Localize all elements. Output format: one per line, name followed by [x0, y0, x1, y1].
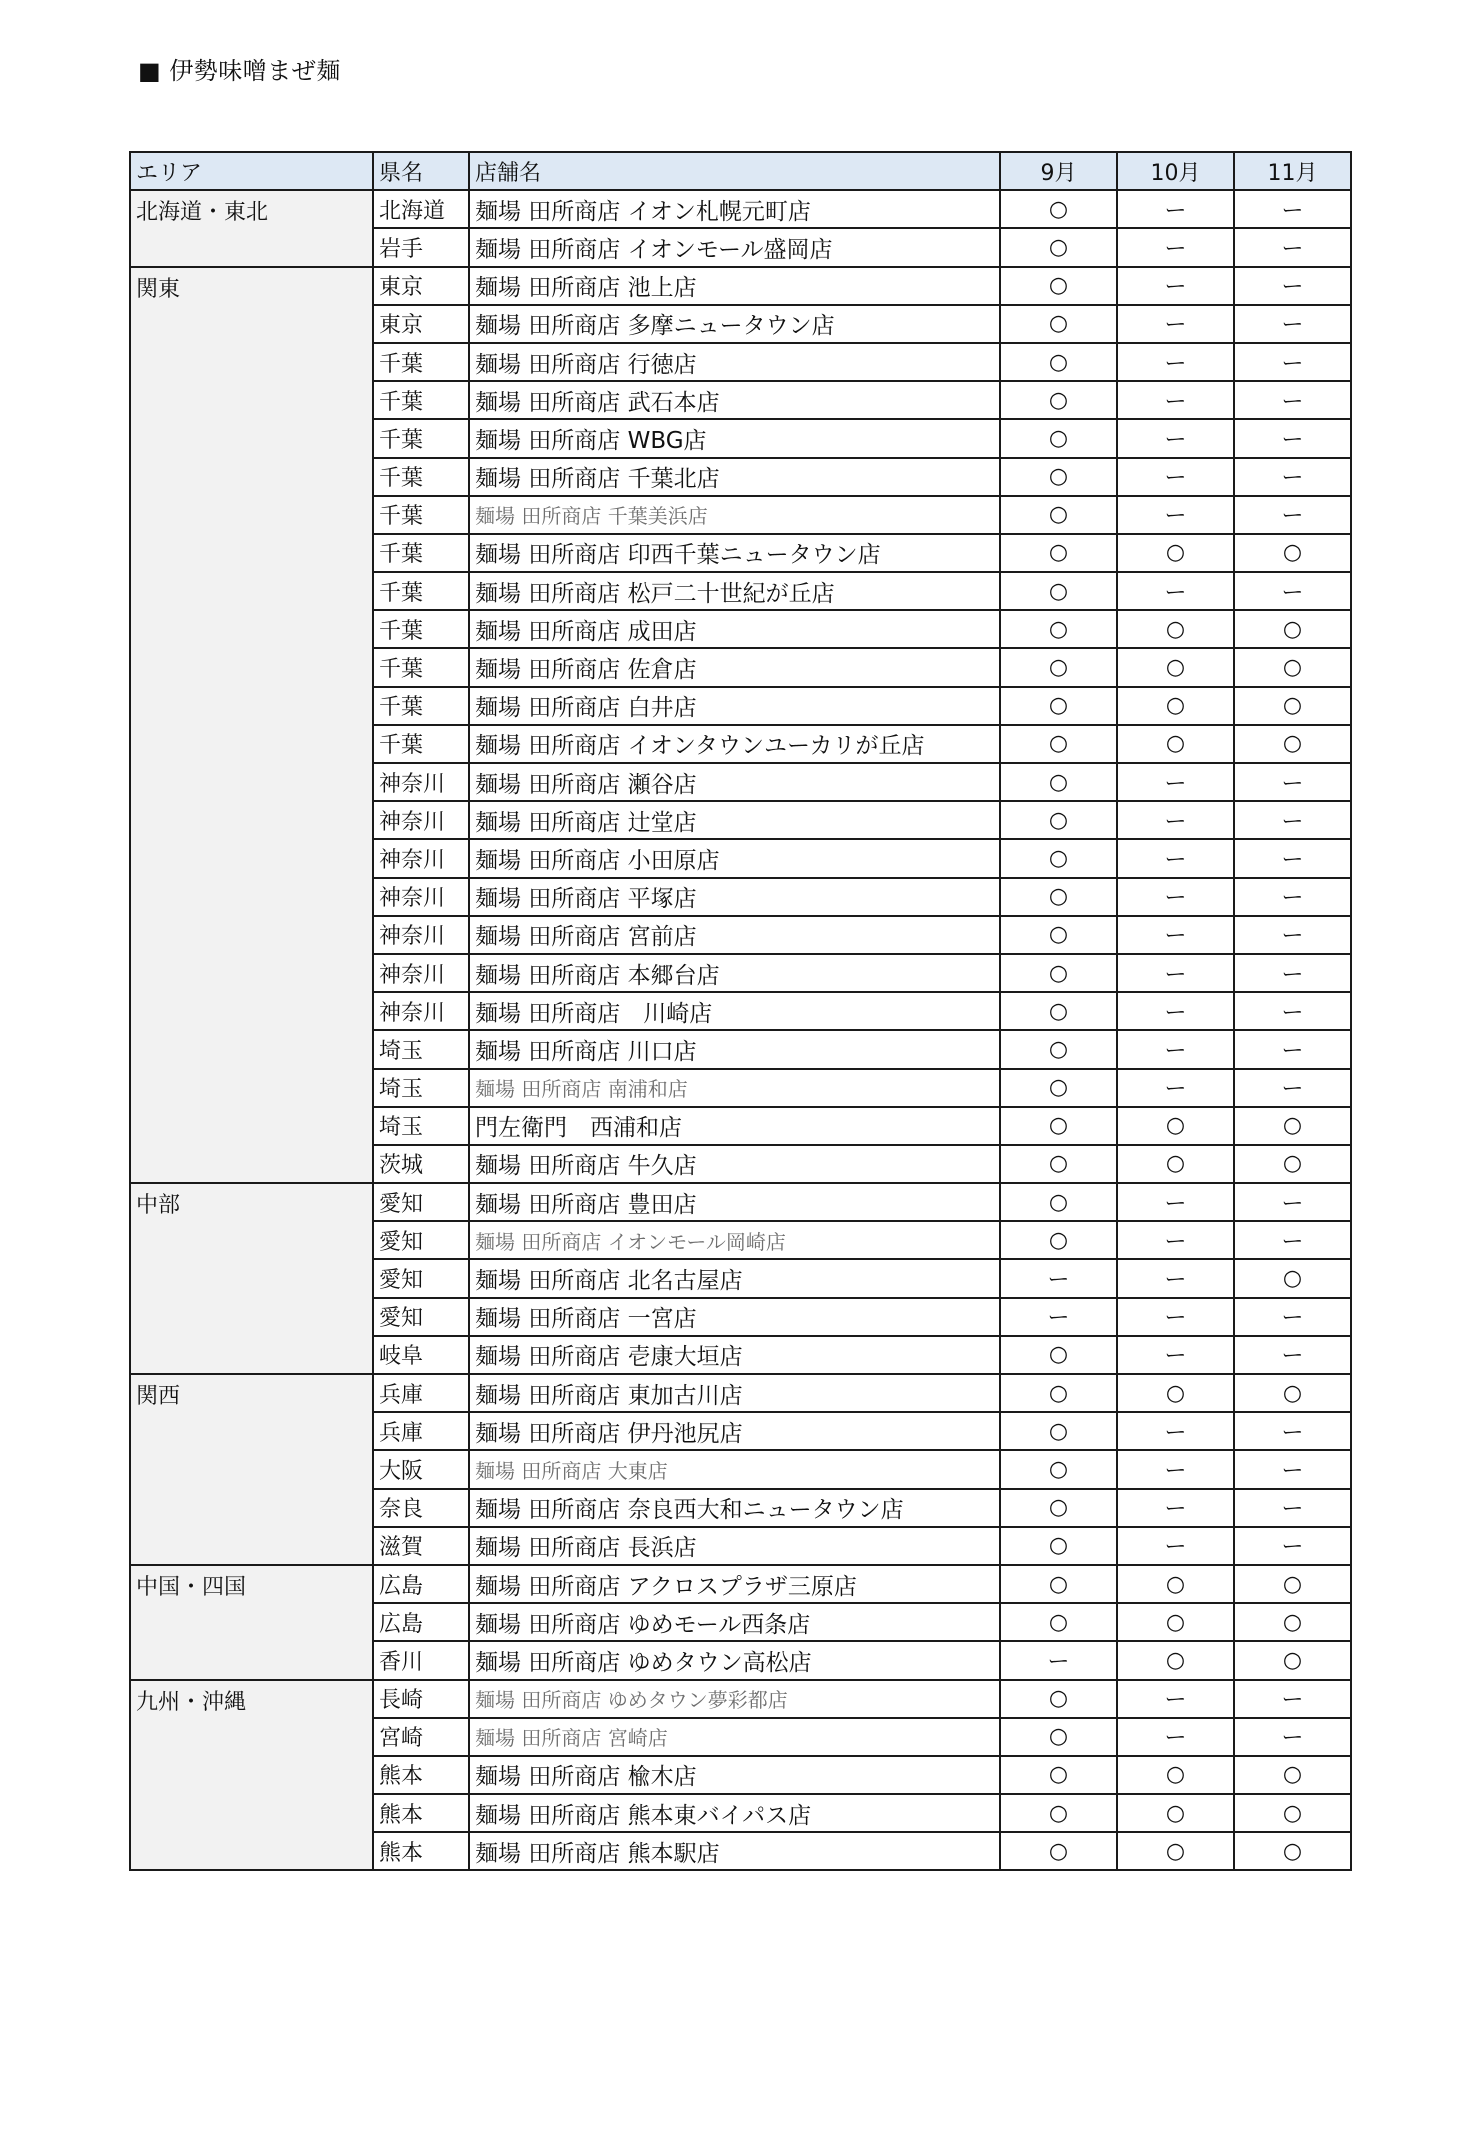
header-store: 店舗名: [469, 152, 1000, 190]
availability-sep-cell: ○: [1000, 763, 1117, 801]
availability-oct-cell: ー: [1117, 228, 1234, 266]
availability-sep-cell: ー: [1000, 1298, 1117, 1336]
prefecture-cell: 千葉: [373, 381, 469, 419]
availability-oct-cell: ー: [1117, 305, 1234, 343]
availability-nov-cell: ー: [1234, 1450, 1351, 1488]
availability-oct-cell: ー: [1117, 1221, 1234, 1259]
availability-sep-cell: ○: [1000, 1145, 1117, 1183]
prefecture-cell: 滋賀: [373, 1527, 469, 1565]
header-month-oct: 10月: [1117, 152, 1234, 190]
store-name-cell: 麺場 田所商店 千葉北店: [469, 458, 1000, 496]
store-name-cell: 麺場 田所商店 宮崎店: [469, 1718, 1000, 1756]
store-name-cell: 麺場 田所商店 奈良西大和ニュータウン店: [469, 1489, 1000, 1527]
availability-sep-cell: ○: [1000, 1718, 1117, 1756]
prefecture-cell: 千葉: [373, 648, 469, 686]
store-name-cell: 麺場 田所商店 楡木店: [469, 1756, 1000, 1794]
availability-oct-cell: ○: [1117, 1565, 1234, 1603]
availability-oct-cell: ○: [1117, 534, 1234, 572]
prefecture-cell: 宮崎: [373, 1718, 469, 1756]
availability-oct-cell: ー: [1117, 458, 1234, 496]
availability-nov-cell: ー: [1234, 1718, 1351, 1756]
availability-sep-cell: ○: [1000, 1603, 1117, 1641]
table-body: [130, 190, 1351, 1870]
availability-sep-cell: ー: [1000, 1259, 1117, 1297]
store-name-cell: 麺場 田所商店 南浦和店: [469, 1069, 1000, 1107]
page-title: ■ 伊勢味噌まぜ麺: [138, 57, 341, 85]
availability-oct-cell: ○: [1117, 1832, 1234, 1870]
availability-nov-cell: ー: [1234, 1680, 1351, 1718]
area-cell: 北海道・東北: [130, 190, 373, 266]
prefecture-cell: 神奈川: [373, 763, 469, 801]
store-name-cell: 麺場 田所商店 壱康大垣店: [469, 1336, 1000, 1374]
availability-oct-cell: ー: [1117, 419, 1234, 457]
prefecture-cell: 神奈川: [373, 954, 469, 992]
availability-oct-cell: ー: [1117, 839, 1234, 877]
store-name-cell: 麺場 田所商店 ゆめタウン夢彩都店: [469, 1680, 1000, 1718]
prefecture-cell: 兵庫: [373, 1374, 469, 1412]
availability-sep-cell: ○: [1000, 305, 1117, 343]
availability-sep-cell: ○: [1000, 1565, 1117, 1603]
availability-oct-cell: ー: [1117, 1298, 1234, 1336]
store-name-cell: 麺場 田所商店 熊本駅店: [469, 1832, 1000, 1870]
store-name-cell: 麺場 田所商店 北名古屋店: [469, 1259, 1000, 1297]
table-row: [130, 1680, 1351, 1718]
availability-oct-cell: ー: [1117, 381, 1234, 419]
store-name-cell: 門左衛門 西浦和店: [469, 1107, 1000, 1145]
availability-oct-cell: ○: [1117, 1641, 1234, 1679]
store-name-cell: 麺場 田所商店 イオン札幌元町店: [469, 190, 1000, 228]
store-name-cell: 麺場 田所商店 多摩ニュータウン店: [469, 305, 1000, 343]
availability-sep-cell: ○: [1000, 725, 1117, 763]
availability-nov-cell: ー: [1234, 992, 1351, 1030]
availability-sep-cell: ○: [1000, 916, 1117, 954]
availability-oct-cell: ー: [1117, 954, 1234, 992]
store-name-cell: 麺場 田所商店 佐倉店: [469, 648, 1000, 686]
availability-sep-cell: ○: [1000, 839, 1117, 877]
availability-sep-cell: ○: [1000, 610, 1117, 648]
header-month-nov: 11月: [1234, 152, 1351, 190]
store-name-cell: 麺場 田所商店 千葉美浜店: [469, 496, 1000, 534]
prefecture-cell: 東京: [373, 267, 469, 305]
prefecture-cell: 神奈川: [373, 801, 469, 839]
availability-nov-cell: ○: [1234, 534, 1351, 572]
availability-nov-cell: ○: [1234, 1832, 1351, 1870]
prefecture-cell: 北海道: [373, 190, 469, 228]
availability-nov-cell: ー: [1234, 1336, 1351, 1374]
availability-sep-cell: ○: [1000, 1107, 1117, 1145]
availability-oct-cell: ー: [1117, 916, 1234, 954]
header-month-sep: 9月: [1000, 152, 1117, 190]
store-name-cell: 麺場 田所商店 川崎店: [469, 992, 1000, 1030]
availability-sep-cell: ○: [1000, 687, 1117, 725]
prefecture-cell: 千葉: [373, 534, 469, 572]
availability-oct-cell: ー: [1117, 1030, 1234, 1068]
availability-nov-cell: ○: [1234, 648, 1351, 686]
availability-oct-cell: ○: [1117, 725, 1234, 763]
area-cell: 九州・沖縄: [130, 1680, 373, 1871]
availability-nov-cell: ー: [1234, 916, 1351, 954]
prefecture-cell: 千葉: [373, 725, 469, 763]
availability-nov-cell: ー: [1234, 1527, 1351, 1565]
availability-nov-cell: ー: [1234, 1221, 1351, 1259]
availability-sep-cell: ○: [1000, 1183, 1117, 1221]
availability-sep-cell: ○: [1000, 1527, 1117, 1565]
prefecture-cell: 神奈川: [373, 992, 469, 1030]
store-name-cell: 麺場 田所商店 豊田店: [469, 1183, 1000, 1221]
table-row: [130, 1183, 1351, 1221]
prefecture-cell: 香川: [373, 1641, 469, 1679]
availability-oct-cell: ー: [1117, 878, 1234, 916]
store-name-cell: 麺場 田所商店 本郷台店: [469, 954, 1000, 992]
prefecture-cell: 埼玉: [373, 1030, 469, 1068]
availability-sep-cell: ○: [1000, 381, 1117, 419]
availability-sep-cell: ○: [1000, 343, 1117, 381]
availability-nov-cell: ー: [1234, 267, 1351, 305]
availability-oct-cell: ー: [1117, 801, 1234, 839]
availability-sep-cell: ○: [1000, 496, 1117, 534]
store-name-cell: 麺場 田所商店 ゆめタウン高松店: [469, 1641, 1000, 1679]
availability-nov-cell: ○: [1234, 1145, 1351, 1183]
availability-sep-cell: ○: [1000, 1680, 1117, 1718]
availability-nov-cell: ー: [1234, 228, 1351, 266]
prefecture-cell: 千葉: [373, 610, 469, 648]
availability-oct-cell: ○: [1117, 648, 1234, 686]
availability-sep-cell: ○: [1000, 1450, 1117, 1488]
store-name-cell: 麺場 田所商店 東加古川店: [469, 1374, 1000, 1412]
availability-sep-cell: ○: [1000, 190, 1117, 228]
availability-nov-cell: ー: [1234, 572, 1351, 610]
availability-nov-cell: ー: [1234, 1298, 1351, 1336]
availability-oct-cell: ー: [1117, 1069, 1234, 1107]
area-cell: 中部: [130, 1183, 373, 1374]
availability-nov-cell: ー: [1234, 1183, 1351, 1221]
availability-oct-cell: ○: [1117, 1107, 1234, 1145]
availability-nov-cell: ー: [1234, 878, 1351, 916]
table-row: [130, 1374, 1351, 1412]
availability-nov-cell: ○: [1234, 1107, 1351, 1145]
availability-oct-cell: ○: [1117, 1756, 1234, 1794]
availability-oct-cell: ○: [1117, 687, 1234, 725]
availability-nov-cell: ー: [1234, 839, 1351, 877]
availability-sep-cell: ー: [1000, 1641, 1117, 1679]
store-name-cell: 麺場 田所商店 一宮店: [469, 1298, 1000, 1336]
availability-oct-cell: ー: [1117, 1183, 1234, 1221]
store-name-cell: 麺場 田所商店 WBG店: [469, 419, 1000, 457]
availability-oct-cell: ー: [1117, 572, 1234, 610]
prefecture-cell: 千葉: [373, 419, 469, 457]
availability-sep-cell: ○: [1000, 1221, 1117, 1259]
store-name-cell: 麺場 田所商店 辻堂店: [469, 801, 1000, 839]
store-name-cell: 麺場 田所商店 ゆめモール西条店: [469, 1603, 1000, 1641]
availability-sep-cell: ○: [1000, 878, 1117, 916]
availability-oct-cell: ー: [1117, 992, 1234, 1030]
availability-sep-cell: ○: [1000, 1489, 1117, 1527]
availability-oct-cell: ○: [1117, 1374, 1234, 1412]
store-name-cell: 麺場 田所商店 池上店: [469, 267, 1000, 305]
prefecture-cell: 岐阜: [373, 1336, 469, 1374]
prefecture-cell: 千葉: [373, 572, 469, 610]
table-header: [130, 152, 1351, 190]
availability-nov-cell: ○: [1234, 1756, 1351, 1794]
availability-sep-cell: ○: [1000, 801, 1117, 839]
availability-nov-cell: ○: [1234, 1794, 1351, 1832]
store-name-cell: 麺場 田所商店 松戸二十世紀が丘店: [469, 572, 1000, 610]
availability-sep-cell: ○: [1000, 1336, 1117, 1374]
availability-nov-cell: ○: [1234, 1374, 1351, 1412]
availability-nov-cell: ○: [1234, 1259, 1351, 1297]
availability-nov-cell: ー: [1234, 458, 1351, 496]
availability-oct-cell: ー: [1117, 190, 1234, 228]
availability-sep-cell: ○: [1000, 1030, 1117, 1068]
availability-nov-cell: ー: [1234, 1030, 1351, 1068]
availability-oct-cell: ー: [1117, 1718, 1234, 1756]
store-name-cell: 麺場 田所商店 行徳店: [469, 343, 1000, 381]
prefecture-cell: 神奈川: [373, 839, 469, 877]
prefecture-cell: 東京: [373, 305, 469, 343]
store-name-cell: 麺場 田所商店 白井店: [469, 687, 1000, 725]
prefecture-cell: 長崎: [373, 1680, 469, 1718]
availability-oct-cell: ー: [1117, 1412, 1234, 1450]
availability-sep-cell: ○: [1000, 1756, 1117, 1794]
availability-sep-cell: ○: [1000, 1374, 1117, 1412]
store-name-cell: 麺場 田所商店 伊丹池尻店: [469, 1412, 1000, 1450]
prefecture-cell: 千葉: [373, 496, 469, 534]
availability-oct-cell: ー: [1117, 496, 1234, 534]
availability-sep-cell: ○: [1000, 954, 1117, 992]
availability-nov-cell: ー: [1234, 381, 1351, 419]
table-row: [130, 190, 1351, 228]
availability-nov-cell: ー: [1234, 1069, 1351, 1107]
prefecture-cell: 愛知: [373, 1183, 469, 1221]
availability-oct-cell: ー: [1117, 267, 1234, 305]
store-name-cell: 麺場 田所商店 イオンモール岡崎店: [469, 1221, 1000, 1259]
prefecture-cell: 埼玉: [373, 1107, 469, 1145]
header-row: [130, 152, 1351, 190]
availability-nov-cell: ー: [1234, 419, 1351, 457]
store-name-cell: 麺場 田所商店 武石本店: [469, 381, 1000, 419]
prefecture-cell: 埼玉: [373, 1069, 469, 1107]
store-name-cell: 麺場 田所商店 大東店: [469, 1450, 1000, 1488]
availability-nov-cell: ○: [1234, 1565, 1351, 1603]
area-cell: 関東: [130, 267, 373, 1184]
availability-oct-cell: ー: [1117, 1259, 1234, 1297]
availability-oct-cell: ○: [1117, 610, 1234, 648]
availability-nov-cell: ー: [1234, 1489, 1351, 1527]
store-name-cell: 麺場 田所商店 小田原店: [469, 839, 1000, 877]
store-name-cell: 麺場 田所商店 宮前店: [469, 916, 1000, 954]
availability-sep-cell: ○: [1000, 992, 1117, 1030]
availability-oct-cell: ー: [1117, 1489, 1234, 1527]
prefecture-cell: 愛知: [373, 1259, 469, 1297]
availability-nov-cell: ○: [1234, 1603, 1351, 1641]
availability-nov-cell: ー: [1234, 954, 1351, 992]
prefecture-cell: 熊本: [373, 1794, 469, 1832]
prefecture-cell: 広島: [373, 1565, 469, 1603]
store-name-cell: 麺場 田所商店 熊本東バイパス店: [469, 1794, 1000, 1832]
header-area: エリア: [130, 152, 373, 190]
availability-oct-cell: ー: [1117, 1527, 1234, 1565]
area-cell: 関西: [130, 1374, 373, 1565]
store-name-cell: 麺場 田所商店 平塚店: [469, 878, 1000, 916]
store-name-cell: 麺場 田所商店 長浜店: [469, 1527, 1000, 1565]
store-name-cell: 麺場 田所商店 イオンタウンユーカリが丘店: [469, 725, 1000, 763]
prefecture-cell: 千葉: [373, 687, 469, 725]
prefecture-cell: 愛知: [373, 1221, 469, 1259]
prefecture-cell: 奈良: [373, 1489, 469, 1527]
store-name-cell: 麺場 田所商店 成田店: [469, 610, 1000, 648]
availability-sep-cell: ○: [1000, 419, 1117, 457]
availability-oct-cell: ー: [1117, 1680, 1234, 1718]
availability-sep-cell: ○: [1000, 1794, 1117, 1832]
availability-oct-cell: ○: [1117, 1603, 1234, 1641]
availability-nov-cell: ○: [1234, 687, 1351, 725]
availability-oct-cell: ー: [1117, 343, 1234, 381]
availability-sep-cell: ○: [1000, 1412, 1117, 1450]
availability-sep-cell: ○: [1000, 228, 1117, 266]
prefecture-cell: 岩手: [373, 228, 469, 266]
availability-sep-cell: ○: [1000, 267, 1117, 305]
availability-sep-cell: ○: [1000, 534, 1117, 572]
store-name-cell: 麺場 田所商店 イオンモール盛岡店: [469, 228, 1000, 266]
store-name-cell: 麺場 田所商店 アクロスプラザ三原店: [469, 1565, 1000, 1603]
store-name-cell: 麺場 田所商店 川口店: [469, 1030, 1000, 1068]
prefecture-cell: 広島: [373, 1603, 469, 1641]
store-table: [129, 151, 1352, 1871]
area-cell: 中国・四国: [130, 1565, 373, 1680]
availability-nov-cell: ー: [1234, 343, 1351, 381]
availability-nov-cell: ○: [1234, 1641, 1351, 1679]
availability-nov-cell: ー: [1234, 305, 1351, 343]
availability-oct-cell: ○: [1117, 1145, 1234, 1183]
store-name-cell: 麺場 田所商店 瀬谷店: [469, 763, 1000, 801]
store-name-cell: 麺場 田所商店 印西千葉ニュータウン店: [469, 534, 1000, 572]
availability-sep-cell: ○: [1000, 1832, 1117, 1870]
prefecture-cell: 大阪: [373, 1450, 469, 1488]
prefecture-cell: 兵庫: [373, 1412, 469, 1450]
availability-oct-cell: ー: [1117, 1336, 1234, 1374]
store-name-cell: 麺場 田所商店 牛久店: [469, 1145, 1000, 1183]
prefecture-cell: 千葉: [373, 458, 469, 496]
availability-nov-cell: ○: [1234, 725, 1351, 763]
availability-sep-cell: ○: [1000, 1069, 1117, 1107]
availability-sep-cell: ○: [1000, 458, 1117, 496]
prefecture-cell: 熊本: [373, 1832, 469, 1870]
availability-nov-cell: ー: [1234, 763, 1351, 801]
prefecture-cell: 熊本: [373, 1756, 469, 1794]
availability-nov-cell: ー: [1234, 1412, 1351, 1450]
table-row: [130, 267, 1351, 305]
availability-nov-cell: ー: [1234, 801, 1351, 839]
table-row: [130, 1565, 1351, 1603]
availability-oct-cell: ー: [1117, 1450, 1234, 1488]
prefecture-cell: 神奈川: [373, 916, 469, 954]
header-pref: 県名: [373, 152, 469, 190]
availability-oct-cell: ○: [1117, 1794, 1234, 1832]
availability-sep-cell: ○: [1000, 572, 1117, 610]
availability-nov-cell: ー: [1234, 496, 1351, 534]
availability-oct-cell: ー: [1117, 763, 1234, 801]
availability-sep-cell: ○: [1000, 648, 1117, 686]
availability-nov-cell: ー: [1234, 190, 1351, 228]
prefecture-cell: 神奈川: [373, 878, 469, 916]
prefecture-cell: 愛知: [373, 1298, 469, 1336]
prefecture-cell: 茨城: [373, 1145, 469, 1183]
prefecture-cell: 千葉: [373, 343, 469, 381]
availability-nov-cell: ○: [1234, 610, 1351, 648]
